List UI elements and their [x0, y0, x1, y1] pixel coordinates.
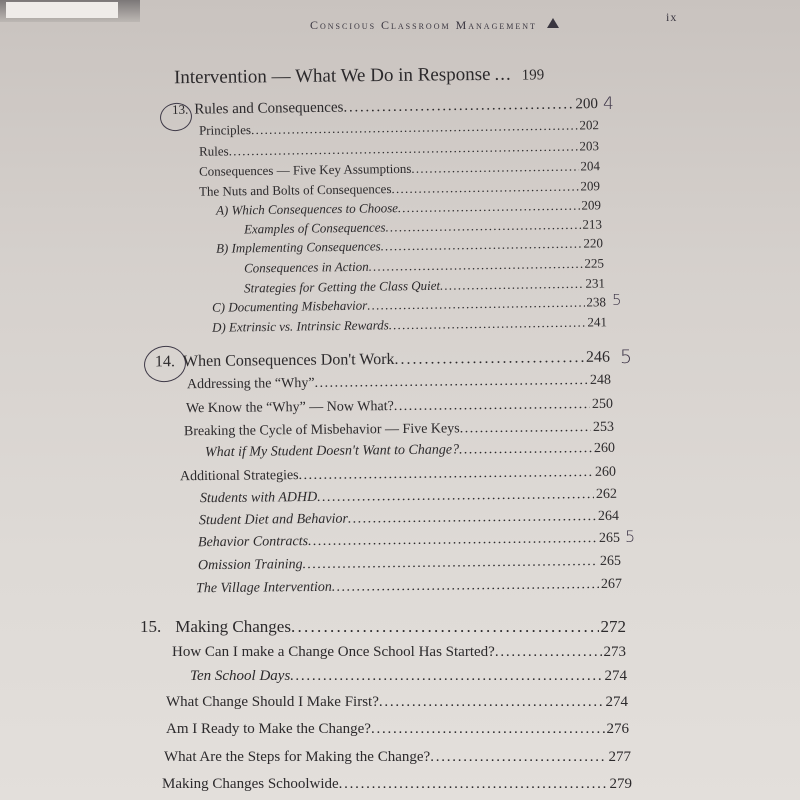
toc-entry: [199, 139, 599, 158]
toc-entry-page: 273: [603, 644, 626, 660]
handwritten-note-14: 5: [620, 346, 633, 368]
toc-entry: [172, 645, 626, 660]
leader-dots: [381, 237, 582, 253]
toc-entry-page: 202: [579, 117, 600, 133]
toc-entry-page: 253: [592, 419, 615, 435]
toc-entry-title: Breaking the Cycle of Misbehavior — Five Keys: [183, 421, 460, 440]
toc-entry: [184, 421, 614, 440]
toc-entry: [164, 750, 631, 765]
toc-entry-title: D) Extrinsic vs. Intrinsic Rewards: [211, 317, 389, 335]
leader-dots: [495, 645, 602, 660]
handwritten-note: 5: [612, 291, 622, 309]
leader-dots: [291, 618, 599, 635]
toc-entry: [216, 236, 603, 254]
toc-entry-title: C) Documenting Misbehavior: [211, 297, 368, 315]
toc-entry-page: 274: [604, 668, 627, 684]
toc-entry: [216, 198, 601, 216]
toc-entry: [199, 159, 600, 178]
leader-dots: [332, 578, 599, 595]
chapter-14: [155, 350, 610, 371]
chapter-13: [172, 97, 598, 118]
chapter-15-page: 272: [600, 617, 626, 636]
toc-entry-title: B) Implementing Consequences: [215, 238, 381, 256]
toc-entry: [186, 398, 613, 416]
leader-dots: [303, 555, 598, 572]
leader-dots: [343, 97, 573, 115]
toc-entry: [166, 695, 628, 710]
toc-entry-title: Strategies for Getting the Class Quiet: [243, 277, 441, 296]
toc-entry-page: 276: [606, 721, 629, 737]
leader-dots: [394, 398, 590, 414]
toc-entry-page: 241: [587, 314, 608, 330]
toc-entry: [212, 295, 606, 313]
leader-dots: [251, 119, 578, 137]
leader-dots: [430, 750, 606, 765]
leader-dots: [379, 695, 604, 710]
leader-dots: [389, 316, 586, 332]
leader-dots: [317, 488, 594, 505]
leader-dots: [391, 180, 578, 196]
toc-entry-page: 264: [597, 508, 620, 525]
toc-entry-title: A) Which Consequences to Choose: [215, 200, 399, 218]
toc-entry: [198, 532, 620, 550]
toc-entry-page: 262: [595, 486, 618, 503]
chapter-13-page: 200: [575, 96, 599, 113]
part-heading-title: Intervention — What We Do in Response: [173, 63, 491, 89]
page-number: ix: [666, 10, 678, 24]
toc-entry-page: 265: [598, 530, 621, 547]
toc-entry-title: We Know the “Why” — Now What?: [185, 399, 394, 417]
toc-entry-title: Making Changes Schoolwide: [162, 776, 339, 792]
chapter-13-number: 13.: [171, 101, 189, 117]
toc-entry-page: 267: [600, 576, 623, 592]
toc-entry: [187, 374, 611, 392]
toc-entry: [205, 442, 615, 460]
leader-dots: [229, 140, 578, 158]
chapter-14-page: 246: [585, 348, 611, 366]
triangle-icon: [547, 18, 559, 28]
toc-entry: [212, 315, 607, 334]
toc-entry-title: How Can I make a Change Once School Has Started?: [172, 644, 495, 660]
leader-dots: [398, 199, 580, 215]
toc-entry-title: Consequences in Action: [243, 258, 369, 276]
toc-entry-title: What Change Should I Make First?: [166, 694, 379, 710]
toc-entry-page: 220: [583, 235, 604, 251]
part-heading-dots: ...: [494, 63, 512, 85]
toc-entry-page: 260: [593, 440, 616, 457]
chapter-15: [140, 618, 626, 635]
toc-entry: [166, 722, 629, 737]
leader-dots: [367, 296, 584, 312]
leader-dots: [299, 466, 594, 483]
toc-entry-page: 225: [584, 255, 605, 271]
toc-entry-title: Addressing the “Why”: [186, 375, 315, 393]
leader-dots: [339, 777, 608, 792]
leader-dots: [460, 421, 591, 436]
toc-entry-page: 250: [591, 396, 614, 412]
toc-entry-page: 274: [605, 694, 628, 710]
toc-entry: [244, 256, 604, 274]
toc-entry-title: Principles: [198, 122, 252, 138]
leader-dots: [394, 350, 584, 368]
toc-entry-title: The Nuts and Bolts of Consequences: [198, 181, 392, 199]
toc-entry-title: Behavior Contracts: [197, 534, 309, 551]
toc-entry-page: 277: [608, 749, 631, 765]
toc-entry-title: Am I Ready to Make the Change?: [166, 721, 371, 737]
leader-dots: [459, 442, 592, 457]
toc-entry-page: 209: [580, 178, 601, 194]
toc-entry-title: Examples of Consequences: [243, 219, 386, 237]
chapter-14-title: When Consequences Don't Work: [182, 350, 395, 371]
toc-entry-page: 203: [579, 138, 600, 154]
toc-entry: [162, 777, 632, 792]
toc-entry-title: Students with ADHD: [199, 489, 318, 507]
leader-dots: [308, 532, 597, 549]
toc-entry-title: Additional Strategies: [179, 468, 299, 485]
chapter-13-title: Rules and Consequences: [194, 99, 344, 118]
part-heading: [174, 64, 598, 87]
leader-dots: [369, 257, 583, 273]
leader-dots: [411, 160, 578, 175]
toc-entry-page: 248: [589, 372, 612, 388]
toc-entry-title: Ten School Days: [190, 668, 291, 684]
chapter-15-title: Making Changes: [175, 617, 291, 636]
toc-entry: [199, 118, 599, 137]
handwritten-note: 5: [625, 527, 636, 546]
toc-entry-title: Consequences — Five Key Assumptions: [198, 160, 412, 179]
part-heading-page: 199: [521, 67, 545, 84]
toc-entry-page: 213: [582, 216, 603, 232]
chapter-15-number: 15.: [140, 617, 162, 636]
chapter-14-number: 14.: [154, 353, 176, 371]
toc-entry: [180, 466, 616, 485]
leader-dots: [314, 374, 588, 391]
toc-entry-title: Student Diet and Behavior: [198, 511, 348, 529]
toc-entry: [244, 276, 605, 294]
toc-entry: [244, 218, 602, 236]
toc-entry: [198, 555, 621, 573]
toc-entry-page: 265: [599, 553, 622, 570]
toc-entry-page: 279: [609, 776, 632, 792]
leader-dots: [290, 669, 602, 684]
leader-dots: [348, 510, 596, 527]
running-head: Conscious Classroom Management: [310, 18, 559, 33]
toc-entry-title: What if My Student Doesn't Want to Change?: [204, 442, 460, 461]
leader-dots: [371, 722, 605, 737]
toc-entry: [199, 510, 619, 528]
toc-entry-title: Rules: [198, 143, 229, 159]
toc-entry-page: 231: [585, 275, 606, 291]
toc-entry: [199, 179, 600, 198]
toc-entry-title: What Are the Steps for Making the Change?: [164, 749, 431, 765]
toc-entry-title: Omission Training: [197, 557, 303, 574]
toc-entry-page: 204: [580, 158, 601, 174]
leader-dots: [440, 277, 584, 292]
handwritten-note-13: 4: [603, 94, 614, 114]
toc-entry: [190, 669, 627, 684]
leader-dots: [385, 218, 580, 234]
toc-entry-page: 260: [594, 464, 617, 480]
toc-entry-page: 238: [586, 294, 607, 310]
toc-entry: [196, 578, 622, 596]
toc-entry: [200, 488, 617, 506]
toc-entry-title: The Village Intervention: [195, 579, 332, 597]
toc-entry-page: 209: [581, 197, 602, 213]
page-corner-shadow: [0, 0, 140, 22]
